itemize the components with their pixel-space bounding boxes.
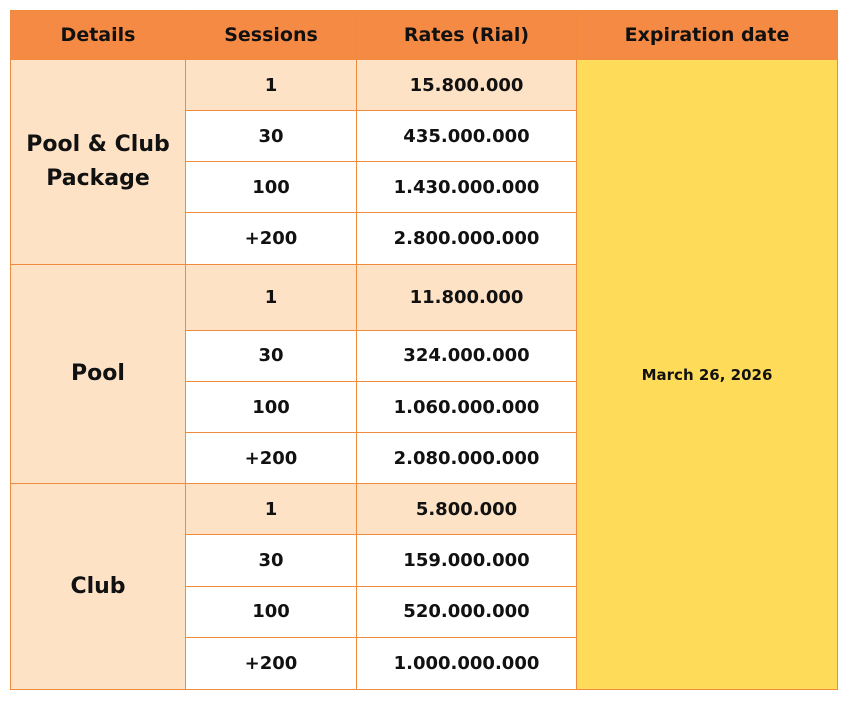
rate-cell: 2.080.000.000 — [357, 433, 577, 484]
header-row — [11, 11, 838, 60]
rate-cell: 1.060.000.000 — [357, 381, 577, 432]
rate-cell: 324.000.000 — [357, 330, 577, 381]
group-label-line: Package — [46, 165, 150, 191]
rate-cell: 1.000.000.000 — [357, 637, 577, 689]
sessions-cell: 100 — [186, 381, 357, 432]
rate-cell: 1.430.000.000 — [357, 162, 577, 213]
sessions-cell: +200 — [186, 637, 357, 689]
sessions-cell: 1 — [186, 264, 357, 330]
rate-cell: 15.800.000 — [357, 60, 577, 111]
header-sessions: Sessions — [186, 11, 357, 60]
rate-cell: 5.800.000 — [357, 484, 577, 535]
rate-cell: 11.800.000 — [357, 264, 577, 330]
sessions-cell: +200 — [186, 433, 357, 484]
group-label-pool — [11, 264, 186, 484]
rate-cell: 159.000.000 — [357, 535, 577, 586]
rate-cell: 435.000.000 — [357, 111, 577, 162]
sessions-cell: 30 — [186, 535, 357, 586]
group-label-line: Club — [70, 573, 126, 599]
rate-cell: 520.000.000 — [357, 586, 577, 637]
group-label-line: Pool & Club — [26, 131, 170, 157]
header-details: Details — [11, 11, 186, 60]
group-label-club — [11, 484, 186, 690]
header-expiration-date: Expiration date — [577, 11, 838, 60]
sessions-cell: 1 — [186, 484, 357, 535]
expiration-date-cell: March 26, 2026 — [577, 60, 838, 690]
sessions-cell: +200 — [186, 213, 357, 264]
sessions-cell: 100 — [186, 162, 357, 213]
sessions-cell: 30 — [186, 330, 357, 381]
sessions-cell: 30 — [186, 111, 357, 162]
group-label-pool-club-package — [11, 60, 186, 265]
rate-cell: 2.800.000.000 — [357, 213, 577, 264]
sessions-cell: 100 — [186, 586, 357, 637]
header-rates: Rates (Rial) — [357, 11, 577, 60]
table-row — [11, 60, 838, 111]
sessions-cell: 1 — [186, 60, 357, 111]
rates-table — [10, 10, 838, 690]
group-label-line: Pool — [71, 360, 125, 386]
